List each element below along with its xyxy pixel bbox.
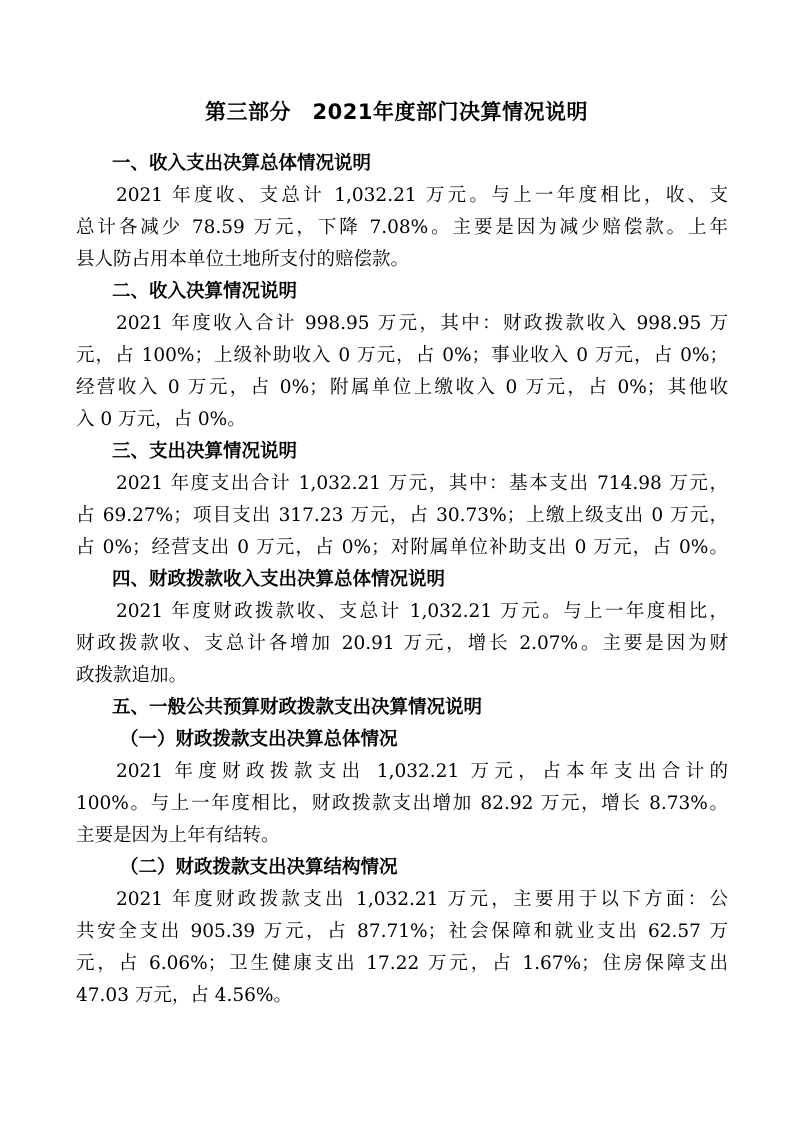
paragraph-line: 100%。与上一年度相比，财政拨款支出增加 82.92 万元，增长 8.73%。 <box>76 793 728 814</box>
document-body <box>76 148 728 1012</box>
paragraph-line: 经营收入 0 万元，占 0%；附属单位上缴收入 0 万元，占 0%；其他收 <box>76 377 728 398</box>
section-heading: 三、支出决算情况说明 <box>112 441 298 462</box>
paragraph-line: 2021 年度支出合计 1,032.21 万元，其中：基本支出 714.98 万元， <box>116 473 728 494</box>
paragraph-line: 47.03 万元，占 4.56%。 <box>76 985 292 1006</box>
paragraph-line: 元，占 6.06%；卫生健康支出 17.22 万元，占 1.67%；住房保障支出 <box>76 953 728 974</box>
paragraph-line: 共安全支出 905.39 万元，占 87.71%；社会保障和就业支出 62.57 万 <box>76 921 728 942</box>
paragraph-line: 总计各减少 78.59 万元，下降 7.08%。主要是因为减少赔偿款。上年 <box>76 217 728 238</box>
section-heading: 四、财政拨款收入支出决算总体情况说明 <box>112 569 446 590</box>
paragraph-line: 政拨款追加。 <box>76 665 188 686</box>
paragraph-line: 主要是因为上年有结转。 <box>76 825 280 846</box>
page-title: 第三部分 2021年度部门决算情况说明 <box>205 100 588 124</box>
paragraph-line: 财政拨款收、支总计各增加 20.91 万元，增长 2.07%。主要是因为财 <box>76 633 728 654</box>
paragraph-line: 入 0 万元，占 0%。 <box>76 409 246 430</box>
subsection-heading: （二）财政拨款支出决算结构情况 <box>120 857 398 878</box>
section-heading: 五、一般公共预算财政拨款支出决算情况说明 <box>112 697 483 718</box>
paragraph-line: 2021 年度收入合计 998.95 万元，其中：财政拨款收入 998.95 万 <box>116 313 728 334</box>
paragraph-line: 元，占 100%；上级补助收入 0 万元，占 0%；事业收入 0 万元，占 0%； <box>76 345 728 366</box>
paragraph-line: 2021 年度财政拨款收、支总计 1,032.21 万元。与上一年度相比， <box>116 601 728 622</box>
paragraph-line: 县人防占用本单位土地所支付的赔偿款。 <box>76 249 410 270</box>
section-heading: 一、收入支出决算总体情况说明 <box>112 153 372 174</box>
paragraph-line: 2021 年度收、支总计 1,032.21 万元。与上一年度相比，收、支 <box>116 185 728 206</box>
section-heading: 二、收入决算情况说明 <box>112 281 298 302</box>
subsection-heading: （一）财政拨款支出决算总体情况 <box>120 729 398 750</box>
paragraph-line: 占 0%；经营支出 0 万元，占 0%；对附属单位补助支出 0 万元，占 0%。 <box>76 537 728 558</box>
paragraph-line: 2021 年度财政拨款支出 1,032.21 万元，占本年支出合计的 <box>116 761 728 782</box>
paragraph-line: 占 69.27%；项目支出 317.23 万元，占 30.73%；上缴上级支出 0 万元， <box>76 505 728 526</box>
paragraph-line: 2021 年度财政拨款支出 1,032.21 万元，主要用于以下方面：公 <box>116 889 728 910</box>
